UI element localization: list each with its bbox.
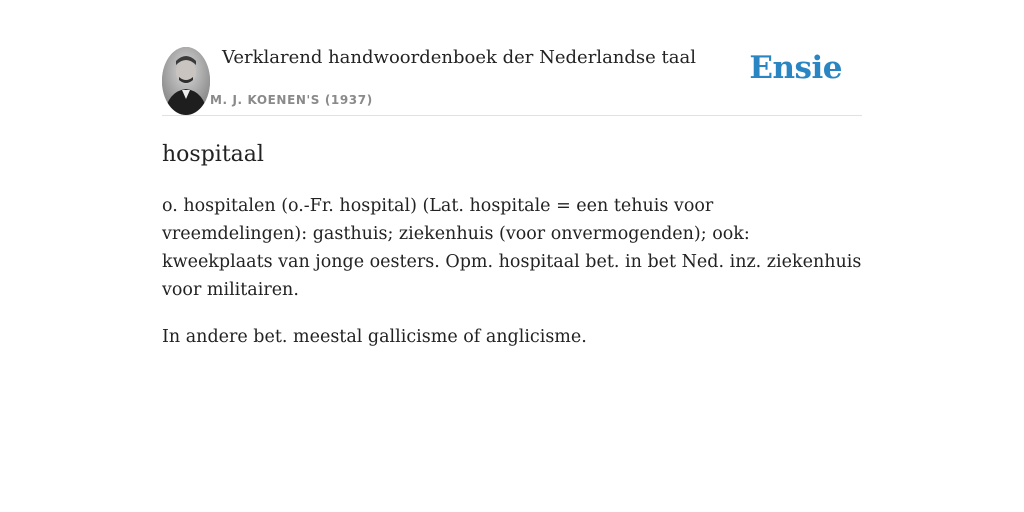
entry-note: In andere bet. meestal gallicisme of anglicisme. (162, 327, 587, 347)
author-portrait-icon (162, 47, 210, 115)
book-author: M. J. KOENEN'S (1937) (210, 93, 373, 107)
entry-headword: hospitaal (162, 142, 264, 167)
entry-definition: o. hospitalen (o.-Fr. hospital) (Lat. hospitale = een tehuis voor vreemdelingen): gasthuis; ziekenhuis (voor onvermogenden); ook: kweekplaats van jonge oesters. Opm. hospitaal bet. in bet Ned. inz. ziekenhuis voor militairen. (162, 196, 862, 300)
ensie-logo-link[interactable]: Ensie (749, 50, 842, 86)
header (162, 0, 862, 116)
page (162, 0, 862, 351)
book-title: Verklarend handwoordenboek der Nederlandse taal (222, 47, 696, 68)
